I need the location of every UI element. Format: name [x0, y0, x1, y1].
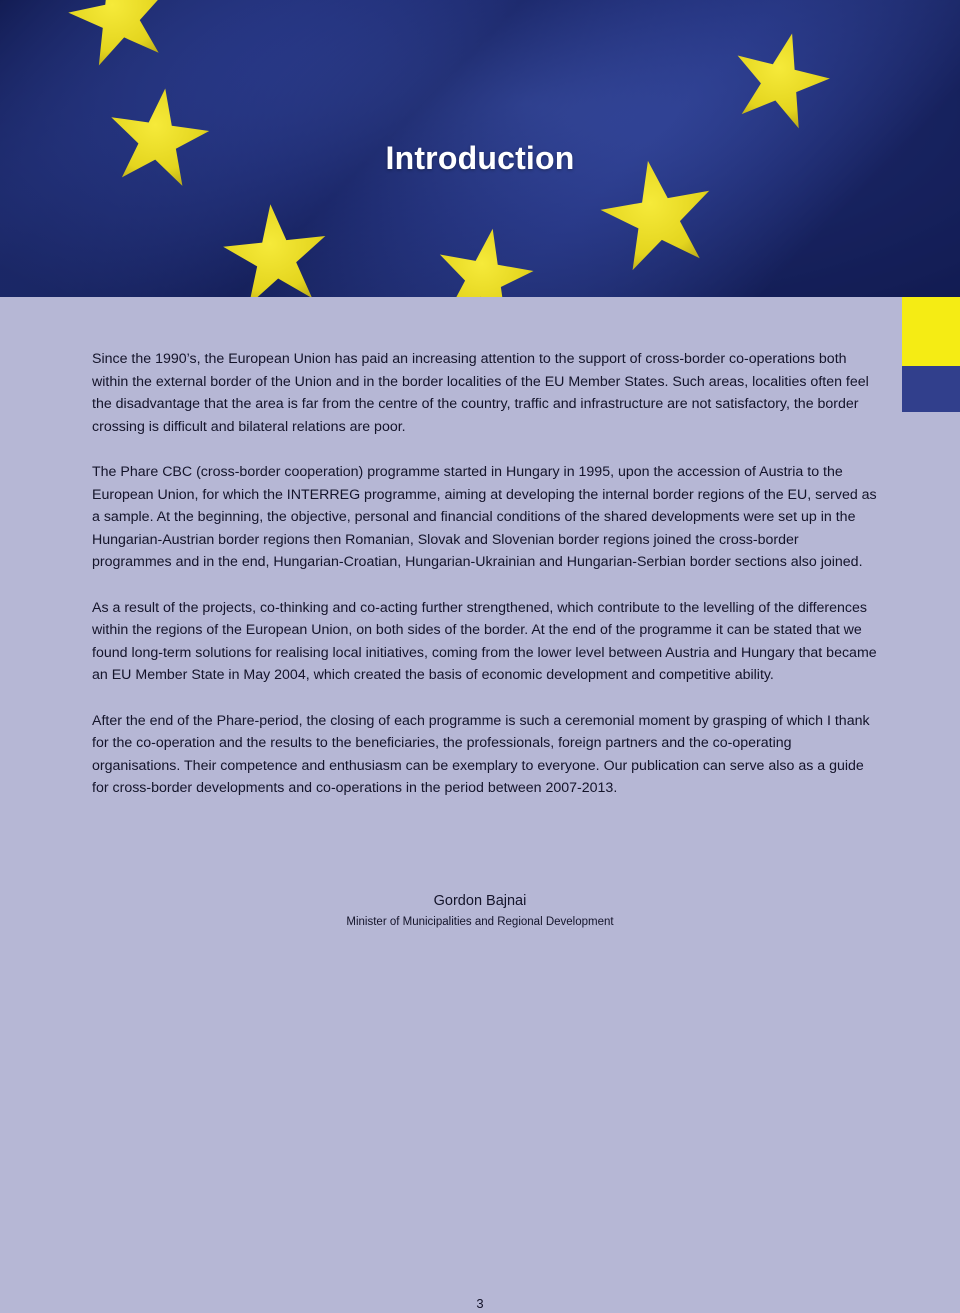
paragraph: After the end of the Phare-period, the closing of each programme is such a ceremonial moment by grasping of which I thank for the co-operation and the results to the beneficiaries, the professionals, foreign partners and the co-operating organisations. Their competence and enthusiasm can be exemplary to everyone. Our publication can serve also as a guide for cross-border developments and co-operations in the period between 2007-2013. [92, 712, 870, 797]
page-number: 3 [476, 1296, 484, 1311]
paragraph: As a result of the projects, co-thinking and co-acting further strengthened, which contribute to the levelling of the differences within the regions of the European Union, on both sides of the border. At the end of the programme it can be stated that we found long-term solutions for realising local initiatives, coming from the lower level between Austria and Hungary that became an EU Member State in May 2004, which created the basis of economic development and competitive ability. [92, 599, 877, 684]
signatory-role: Minister of Municipalities and Regional Development [346, 916, 614, 928]
introduction-body [92, 348, 882, 822]
paragraph: The Phare CBC (cross-border cooperation) programme started in Hungary in 1995, upon the accession of Austria to the European Union, for which the INTERREG programme, aiming at developing the internal border regions of the EU, served as a sample. At the beginning, the objective, personal and financial conditions of the shared developments were set up in the Hungarian-Austrian border regions then Romanian, Slovak and Slovenian border regions joined the cross-border programmes and in the end, Hungarian-Croatian, Hungarian-Ukrainian and Hungarian-Serbian border sections also joined. [92, 463, 877, 571]
page-title: Introduction [385, 140, 575, 176]
signature-block [0, 890, 960, 930]
paragraph: Since the 1990’s, the European Union has paid an increasing attention to the support of cross-border co-operations both within the external border of the Union and in the border localities of the EU Member States. Such areas, localities often feel the disadvantage that the area is far from the centre of the country, traffic and infrastructure are not satisfactory, the border crossing is difficult and bilateral relations are poor. [92, 351, 869, 435]
signatory-name: Gordon Bajnai [433, 893, 527, 909]
eu-flag-banner [0, 0, 960, 297]
blue-edge-tab [902, 366, 960, 412]
yellow-edge-tab [902, 297, 960, 366]
